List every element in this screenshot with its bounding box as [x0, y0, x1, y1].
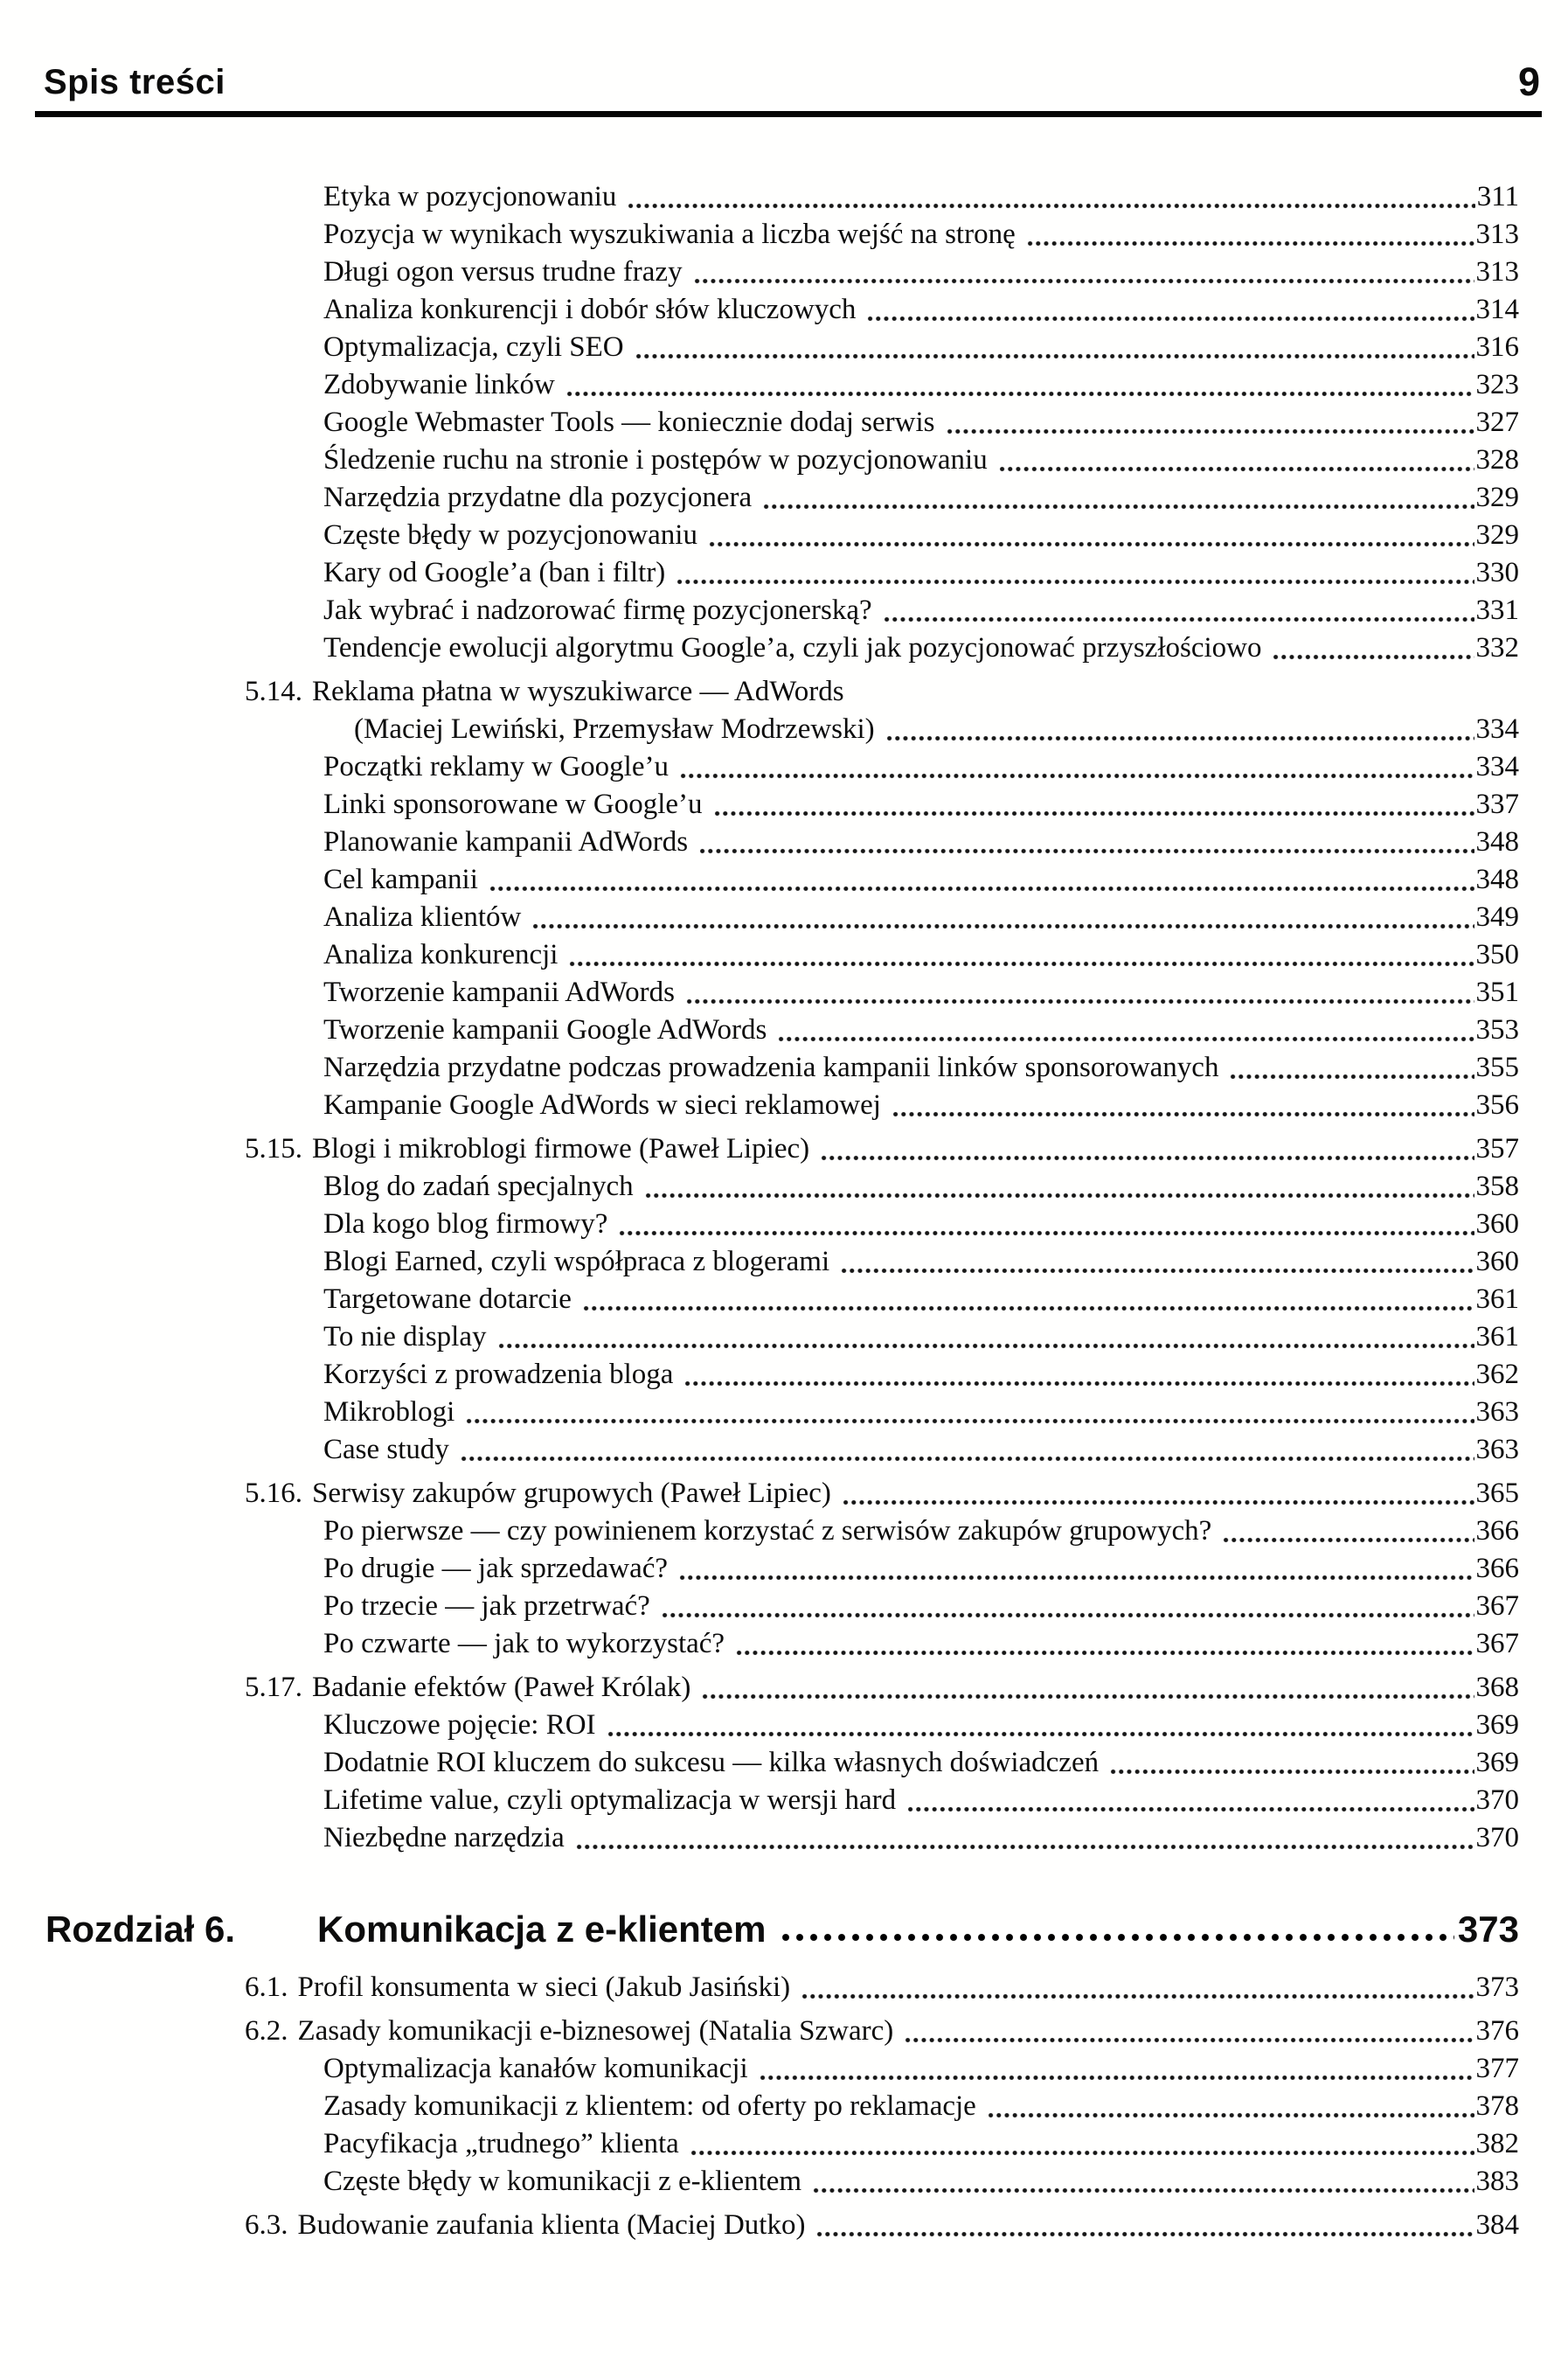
toc-entry-page: 370 — [1475, 1784, 1519, 1816]
toc-entry-title: Optymalizacja kanałów komunikacji — [323, 2053, 748, 2084]
toc-entry-page: 384 — [1475, 2209, 1519, 2241]
toc-entry — [0, 629, 1519, 667]
toc-entry — [0, 1281, 1519, 1318]
toc-entry-page: 378 — [1475, 2090, 1519, 2122]
dot-leader — [489, 861, 1474, 899]
toc-entry — [0, 517, 1519, 554]
toc-entry-number: 6.3. — [245, 2209, 288, 2241]
toc-entry-title: Blog do zadań specjalnych — [323, 1171, 634, 1202]
toc-entry-page: 316 — [1475, 331, 1519, 363]
toc-entry-page: 313 — [1475, 219, 1519, 250]
page-header-number: 9 — [1517, 59, 1540, 104]
toc-entry-title: Pozycja w wynikach wyszukiwania a liczba wejść na stronę — [323, 219, 1016, 250]
toc-entry-title: Korzyści z prowadzenia bloga — [323, 1359, 674, 1390]
toc-entry-page: 366 — [1475, 1515, 1519, 1547]
toc-entry — [0, 442, 1519, 479]
toc-entry-title: Niezbędne narzędzia — [323, 1822, 565, 1853]
toc-entry — [0, 2163, 1519, 2201]
dot-leader — [892, 1087, 1474, 1124]
toc-entry-page: 355 — [1475, 1052, 1519, 1083]
dot-leader — [812, 2163, 1474, 2201]
dot-leader — [777, 1012, 1474, 1049]
toc-entry — [0, 2125, 1519, 2163]
dot-leader — [690, 2125, 1474, 2163]
dot-leader — [701, 1669, 1474, 1707]
toc-entry-page: 337 — [1475, 789, 1519, 820]
toc-entry — [0, 1431, 1519, 1469]
toc-entry-title: Lifetime value, czyli optymalizacja w wersji hard — [323, 1784, 897, 1816]
toc-entry-title: Zasady komunikacji e-biznesowej (Natalia Szwarc) — [297, 2015, 894, 2047]
toc-entry-title: Kampanie Google AdWords w sieci reklamowej — [323, 1089, 881, 1121]
dot-leader — [676, 554, 1474, 592]
toc-entry-title: Kary od Google’a (ban i filtr) — [323, 557, 666, 588]
toc-entry-page: 353 — [1475, 1014, 1519, 1046]
toc-entry-title: Dodatnie ROI kluczem do sukcesu — kilka własnych doświadczeń — [323, 1747, 1100, 1778]
toc-entry — [0, 291, 1519, 329]
toc-entry — [0, 366, 1519, 404]
toc-entry-title: Budowanie zaufania klienta (Maciej Dutko) — [297, 2209, 806, 2241]
toc-entry-title: Cel kampanii — [323, 864, 478, 895]
dot-leader — [987, 2088, 1474, 2125]
toc-entry — [0, 1012, 1519, 1049]
dot-leader — [998, 442, 1474, 479]
dot-leader — [906, 1782, 1474, 1819]
toc-entry — [0, 2088, 1519, 2125]
dot-leader — [904, 2013, 1474, 2050]
toc-entry — [0, 1475, 1519, 1512]
toc-entry-page: 334 — [1475, 713, 1519, 745]
toc-entry-title: Tendencje ewolucji algorytmu Google’a, czyli jak pozycjonować przyszłościowo — [323, 632, 1262, 664]
toc-entry-page: 348 — [1475, 864, 1519, 895]
toc-entry — [0, 254, 1519, 291]
toc-entry — [0, 1782, 1519, 1819]
toc-entry-title: Jak wybrać i nadzorować firmę pozycjonerską? — [323, 594, 872, 626]
toc-entry-page: 376 — [1475, 2015, 1519, 2047]
toc-entry-title: Planowanie kampanii AdWords — [323, 826, 689, 858]
toc-entry — [0, 673, 1519, 711]
toc-entry-page: 367 — [1475, 1628, 1519, 1659]
toc-entry — [0, 1625, 1519, 1663]
toc-entry-page: 361 — [1475, 1321, 1519, 1352]
toc-entry — [0, 479, 1519, 517]
toc-entry — [0, 786, 1519, 824]
dot-leader — [618, 1206, 1474, 1243]
toc-entry-title: Dla kogo blog firmowy? — [323, 1208, 608, 1240]
toc-entry-page: 349 — [1475, 901, 1519, 933]
dot-leader — [762, 479, 1474, 517]
toc-entry-title: Długi ogon versus trudne frazy — [323, 256, 683, 288]
dot-leader — [820, 1130, 1474, 1168]
toc-entry — [0, 1512, 1519, 1550]
toc-entry-page: 361 — [1475, 1283, 1519, 1315]
page-header — [0, 0, 1568, 104]
toc-entry-page: 334 — [1475, 751, 1519, 782]
dot-leader — [497, 1318, 1474, 1356]
toc-entry-page: 383 — [1475, 2166, 1519, 2197]
toc-entry-title: To nie display — [323, 1321, 487, 1352]
toc-entry — [0, 1550, 1519, 1588]
dot-leader — [1026, 216, 1474, 254]
toc-entry-title: Po pierwsze — czy powinienem korzystać z serwisów zakupów grupowych? — [323, 1515, 1212, 1547]
dot-leader — [685, 974, 1474, 1012]
dot-leader — [698, 824, 1474, 861]
toc-list — [0, 178, 1568, 2244]
toc-entry-number: 6.1. — [245, 1971, 288, 2003]
toc-entry-number: 5.14. — [245, 676, 302, 707]
toc-entry-page: 365 — [1475, 1478, 1519, 1509]
toc-entry-page: 358 — [1475, 1171, 1519, 1202]
toc-entry — [0, 1130, 1519, 1168]
dot-leader — [607, 1707, 1474, 1744]
toc-entry-page: 362 — [1475, 1359, 1519, 1390]
toc-entry-page: 356 — [1475, 1089, 1519, 1121]
toc-entry-page: 327 — [1475, 407, 1519, 438]
dot-leader — [683, 1356, 1474, 1394]
toc-entry-title: Narzędzia przydatne dla pozycjonera — [323, 482, 753, 513]
toc-entry — [0, 2013, 1519, 2050]
toc-entry — [0, 554, 1519, 592]
toc-entry-page: 360 — [1475, 1246, 1519, 1277]
toc-entry-title: Profil konsumenta w sieci (Jakub Jasiński) — [297, 1971, 791, 2003]
toc-entry — [0, 936, 1519, 974]
dot-leader — [840, 1243, 1474, 1281]
toc-entry — [0, 1819, 1519, 1857]
toc-entry — [0, 2050, 1519, 2088]
toc-entry-title: Blogi i mikroblogi firmowe (Paweł Lipiec) — [312, 1133, 810, 1165]
toc-entry-title: Analiza konkurencji i dobór słów kluczowych — [323, 294, 857, 325]
page-header-title: Spis treści — [44, 63, 225, 101]
toc-entry-title: Reklama płatna w wyszukiwarce — AdWords — [312, 676, 844, 707]
dot-leader — [815, 2207, 1474, 2244]
toc-entry-title: Częste błędy w komunikacji z e-klientem — [323, 2166, 802, 2197]
toc-entry-page: 363 — [1475, 1396, 1519, 1428]
dot-leader — [678, 1550, 1474, 1588]
toc-entry-page: 314 — [1475, 294, 1519, 325]
dot-leader — [635, 329, 1474, 366]
toc-entry-page: 373 — [1457, 1909, 1519, 1950]
toc-entry-title: Blogi Earned, czyli współpraca z blogerami — [323, 1246, 830, 1277]
toc-entry-number: 5.17. — [245, 1672, 302, 1703]
toc-entry-title: Google Webmaster Tools — koniecznie dodaj serwis — [323, 407, 935, 438]
dot-leader — [946, 404, 1474, 442]
toc-entry-page: 369 — [1475, 1747, 1519, 1778]
toc-entry — [0, 216, 1519, 254]
toc-entry-number: Rozdział 6. — [45, 1909, 236, 1950]
toc-entry-title: Częste błędy w pozycjonowaniu — [323, 519, 697, 551]
toc-entry — [0, 592, 1519, 629]
toc-entry-number: 5.15. — [245, 1133, 302, 1165]
toc-entry-page: 368 — [1475, 1672, 1519, 1703]
dot-leader — [465, 1394, 1474, 1431]
toc-entry — [0, 329, 1519, 366]
toc-entry — [0, 1744, 1519, 1782]
dot-leader — [779, 1904, 1454, 1955]
toc-entry — [0, 899, 1519, 936]
dot-leader — [842, 1475, 1474, 1512]
toc-entry — [0, 1356, 1519, 1394]
toc-entry-title: Początki reklamy w Google’u — [323, 751, 669, 782]
dot-leader — [661, 1588, 1474, 1625]
dot-leader — [759, 2050, 1474, 2088]
dot-leader — [1109, 1744, 1474, 1782]
toc-entry-title: Mikroblogi — [323, 1396, 455, 1428]
toc-entry — [0, 2207, 1519, 2244]
toc-entry-page: 350 — [1475, 939, 1519, 970]
toc-entry-page: 373 — [1475, 1971, 1519, 2003]
toc-entry-page: 366 — [1475, 1553, 1519, 1584]
toc-entry-title: Po czwarte — jak to wykorzystać? — [323, 1628, 725, 1659]
toc-entry-page: 323 — [1475, 369, 1519, 400]
toc-entry-title: Analiza klientów — [323, 901, 522, 933]
toc-entry-page: 311 — [1476, 181, 1519, 212]
dot-leader — [885, 711, 1474, 748]
dot-leader — [801, 1969, 1474, 2006]
dot-leader — [460, 1431, 1474, 1469]
dot-leader — [708, 517, 1474, 554]
toc-entry-title: Serwisy zakupów grupowych (Paweł Lipiec) — [312, 1478, 831, 1509]
toc-entry-title: Etyka w pozycjonowaniu — [323, 181, 617, 212]
toc-entry — [0, 1318, 1519, 1356]
dot-leader — [582, 1281, 1474, 1318]
header-rule — [35, 111, 1542, 117]
toc-entry-title: Zasady komunikacji z klientem: od oferty po reklamacje — [323, 2090, 976, 2122]
toc-entry-title: Kluczowe pojęcie: ROI — [323, 1709, 596, 1741]
toc-entry-title: Narzędzia przydatne podczas prowadzenia kampanii linków sponsorowanych — [323, 1052, 1219, 1083]
dot-leader — [627, 178, 1474, 216]
toc-entry-title: Tworzenie kampanii Google AdWords — [323, 1014, 767, 1046]
toc-entry — [0, 404, 1519, 442]
toc-entry — [0, 1049, 1519, 1087]
toc-entry-page: 360 — [1475, 1208, 1519, 1240]
toc-entry-title: Komunikacja z e-klientem — [317, 1909, 767, 1950]
dot-leader — [565, 366, 1474, 404]
toc-entry — [0, 861, 1519, 899]
dot-leader — [1222, 1512, 1474, 1550]
toc-entry-page: 332 — [1475, 632, 1519, 664]
toc-entry — [0, 824, 1519, 861]
toc-entry-number: 6.2. — [245, 2015, 288, 2047]
toc-entry-title: Tworzenie kampanii AdWords — [323, 977, 675, 1008]
toc-entry-page: 377 — [1475, 2053, 1519, 2084]
toc-entry — [0, 1394, 1519, 1431]
toc-entry — [0, 1243, 1519, 1281]
dot-leader — [1272, 629, 1474, 667]
dot-leader — [644, 1168, 1474, 1206]
dot-leader — [693, 254, 1474, 291]
toc-entry — [0, 1707, 1519, 1744]
toc-entry-subtitle: (Maciej Lewiński, Przemysław Modrzewski) — [354, 713, 875, 745]
toc-entry — [0, 1669, 1519, 1707]
toc-entry-page: 382 — [1475, 2128, 1519, 2159]
dot-leader — [883, 592, 1474, 629]
toc-entry-page: 348 — [1475, 826, 1519, 858]
toc-entry-page: 363 — [1475, 1434, 1519, 1465]
toc-entry — [0, 178, 1519, 216]
toc-entry-page: 369 — [1475, 1709, 1519, 1741]
toc-entry-page: 351 — [1475, 977, 1519, 1008]
toc-entry-page: 328 — [1475, 444, 1519, 476]
toc-entry-title: Pacyfikacja „trudnego” klienta — [323, 2128, 679, 2159]
toc-entry — [0, 1969, 1519, 2006]
toc-entry-title: Śledzenie ruchu na stronie i postępów w pozycjonowaniu — [323, 444, 988, 476]
toc-entry-title: Optymalizacja, czyli SEO — [323, 331, 624, 363]
dot-leader — [568, 936, 1474, 974]
toc-entry-page: 330 — [1475, 557, 1519, 588]
toc-entry-title: Badanie efektów (Paweł Królak) — [312, 1672, 691, 1703]
dot-leader — [866, 291, 1474, 329]
toc-entry-title: Linki sponsorowane w Google’u — [323, 789, 703, 820]
toc-entry-number: 5.16. — [245, 1478, 302, 1509]
toc-entry — [0, 1168, 1519, 1206]
toc-entry-title: Case study — [323, 1434, 449, 1465]
toc-entry-page: 313 — [1475, 256, 1519, 288]
toc-entry-title: Zdobywanie linków — [323, 369, 555, 400]
toc-entry-page: 357 — [1475, 1133, 1519, 1165]
toc-entry-title: Targetowane dotarcie — [323, 1283, 572, 1315]
dot-leader — [1229, 1049, 1474, 1087]
toc-entry-page: 329 — [1475, 519, 1519, 551]
toc-entry — [0, 1206, 1519, 1243]
dot-leader — [575, 1819, 1474, 1857]
dot-leader — [735, 1625, 1474, 1663]
dot-leader — [679, 748, 1474, 786]
toc-entry-page: 329 — [1475, 482, 1519, 513]
toc-entry-title: Po trzecie — jak przetrwać? — [323, 1590, 650, 1622]
toc-entry — [0, 974, 1519, 1012]
toc-entry-title: Po drugie — jak sprzedawać? — [323, 1553, 669, 1584]
toc-entry — [0, 748, 1519, 786]
toc-entry-page: 367 — [1475, 1590, 1519, 1622]
toc-entry — [0, 1087, 1519, 1124]
toc-entry — [0, 1588, 1519, 1625]
dot-leader — [531, 899, 1474, 936]
dot-leader — [713, 786, 1474, 824]
toc-entry — [0, 1904, 1519, 1955]
toc-entry-title: Analiza konkurencji — [323, 939, 559, 970]
toc-entry-page: 370 — [1475, 1822, 1519, 1853]
toc-entry-continuation — [0, 711, 1519, 748]
toc-entry-page: 331 — [1475, 594, 1519, 626]
